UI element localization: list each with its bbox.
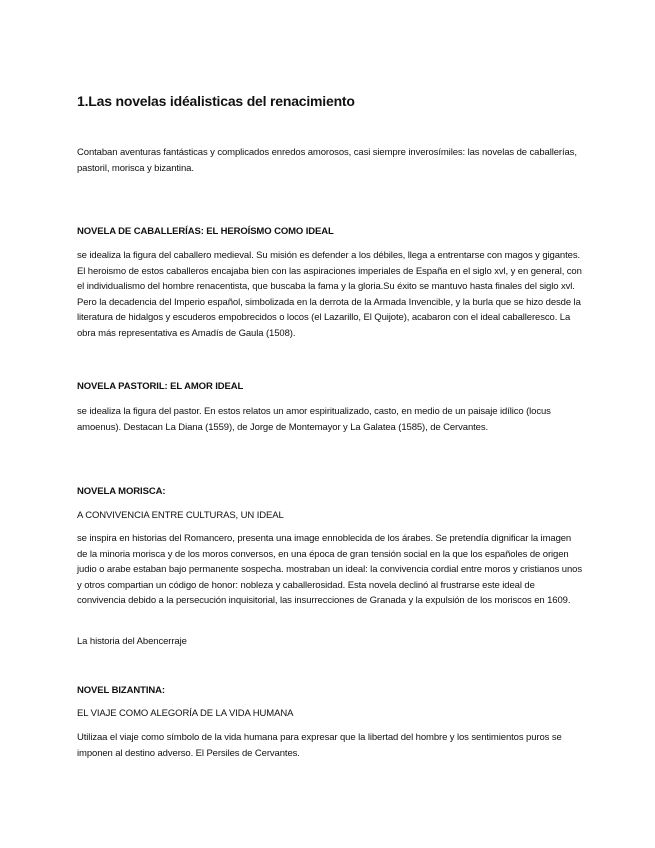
pastoril-paragraph: se idealiza la figura del pastor. En estos relatos un amor espiritualizado, casto, en medio de un paisaje idílico (locus amoenus). Destacan La Diana (1559), de Jorge de Montemayor y La Galatea (1585), de Cervantes. <box>77 406 551 433</box>
subheading-bizantina: EL VIAJE COMO ALEGORÍA DE LA VIDA HUMANA <box>77 708 294 719</box>
heading-pastoril: NOVELA PASTORIL: EL AMOR IDEAL <box>77 381 244 392</box>
subheading-morisca: A CONVIVENCIA ENTRE CULTURAS, UN IDEAL <box>77 510 284 521</box>
document-title: 1.Las novelas idéalisticas del renacimiento <box>77 93 355 109</box>
caballerias-paragraph: se idealiza la figura del caballero medieval. Su misión es defender a los débiles, llega a entrentarse con magos y gigantes. El heroismo de estos caballeros encajaba bien con las aspiraciones imperiales de España en el siglo xvl, y en general, con el individualismo del hombre renacentista, que buscaba la fama y la gloria.Su éxito se mantuvo hasta finales del siglo xvl. Pero la decadencia del Imperio español, simbolizada en la derrota de la Armada Invencible, y la burla que se hizo desde la literatura de hidalgos y escuderos empobrecidos o locos (el Lazarillo, El Quijote), acabaron con el ideal caballeresco. La obra más representativa es Amadís de Gaula (1508). <box>77 250 582 339</box>
intro-paragraph: Contaban aventuras fantásticas y complicados enredos amorosos, casi siempre inverosímiles: las novelas de caballerías, pastoril, morisca y bizantina. <box>77 147 577 174</box>
heading-bizantina: NOVEL BIZANTINA: <box>77 685 165 696</box>
morisca-example: La historia del Abencerraje <box>77 636 187 647</box>
heading-morisca: NOVELA MORISCA: <box>77 486 166 497</box>
morisca-paragraph: se inspira en historias del Romancero, presenta una image ennoblecida de los árabes. Se pretendía dignificar la imagen de la minoria morisca y de los moros conversos, en una época de gran tensión social en la que los españoles de origen judio o arabe estaban bajo permanente sospecha. mostraban un ideal: la convivencia cordial entre moros y cristianos unos y otros compartian un código de honor: nobleza y caballerosidad. Esta novela declinó al frustrarse este ideal de convivencia debido a la persecución inquisitorial, las insurrecciones de Granada y la expulsión de los moriscos en 1609. <box>77 533 582 607</box>
heading-caballerias: NOVELA DE CABALLERÍAS: EL HEROÍSMO COMO IDEAL <box>77 226 334 237</box>
bizantina-paragraph: Utilizaa el viaje como símbolo de la vida humana para expresar que la libertad del hombre y los sentimientos puros se imponen al destino adverso. El Persiles de Cervantes. <box>77 732 562 759</box>
